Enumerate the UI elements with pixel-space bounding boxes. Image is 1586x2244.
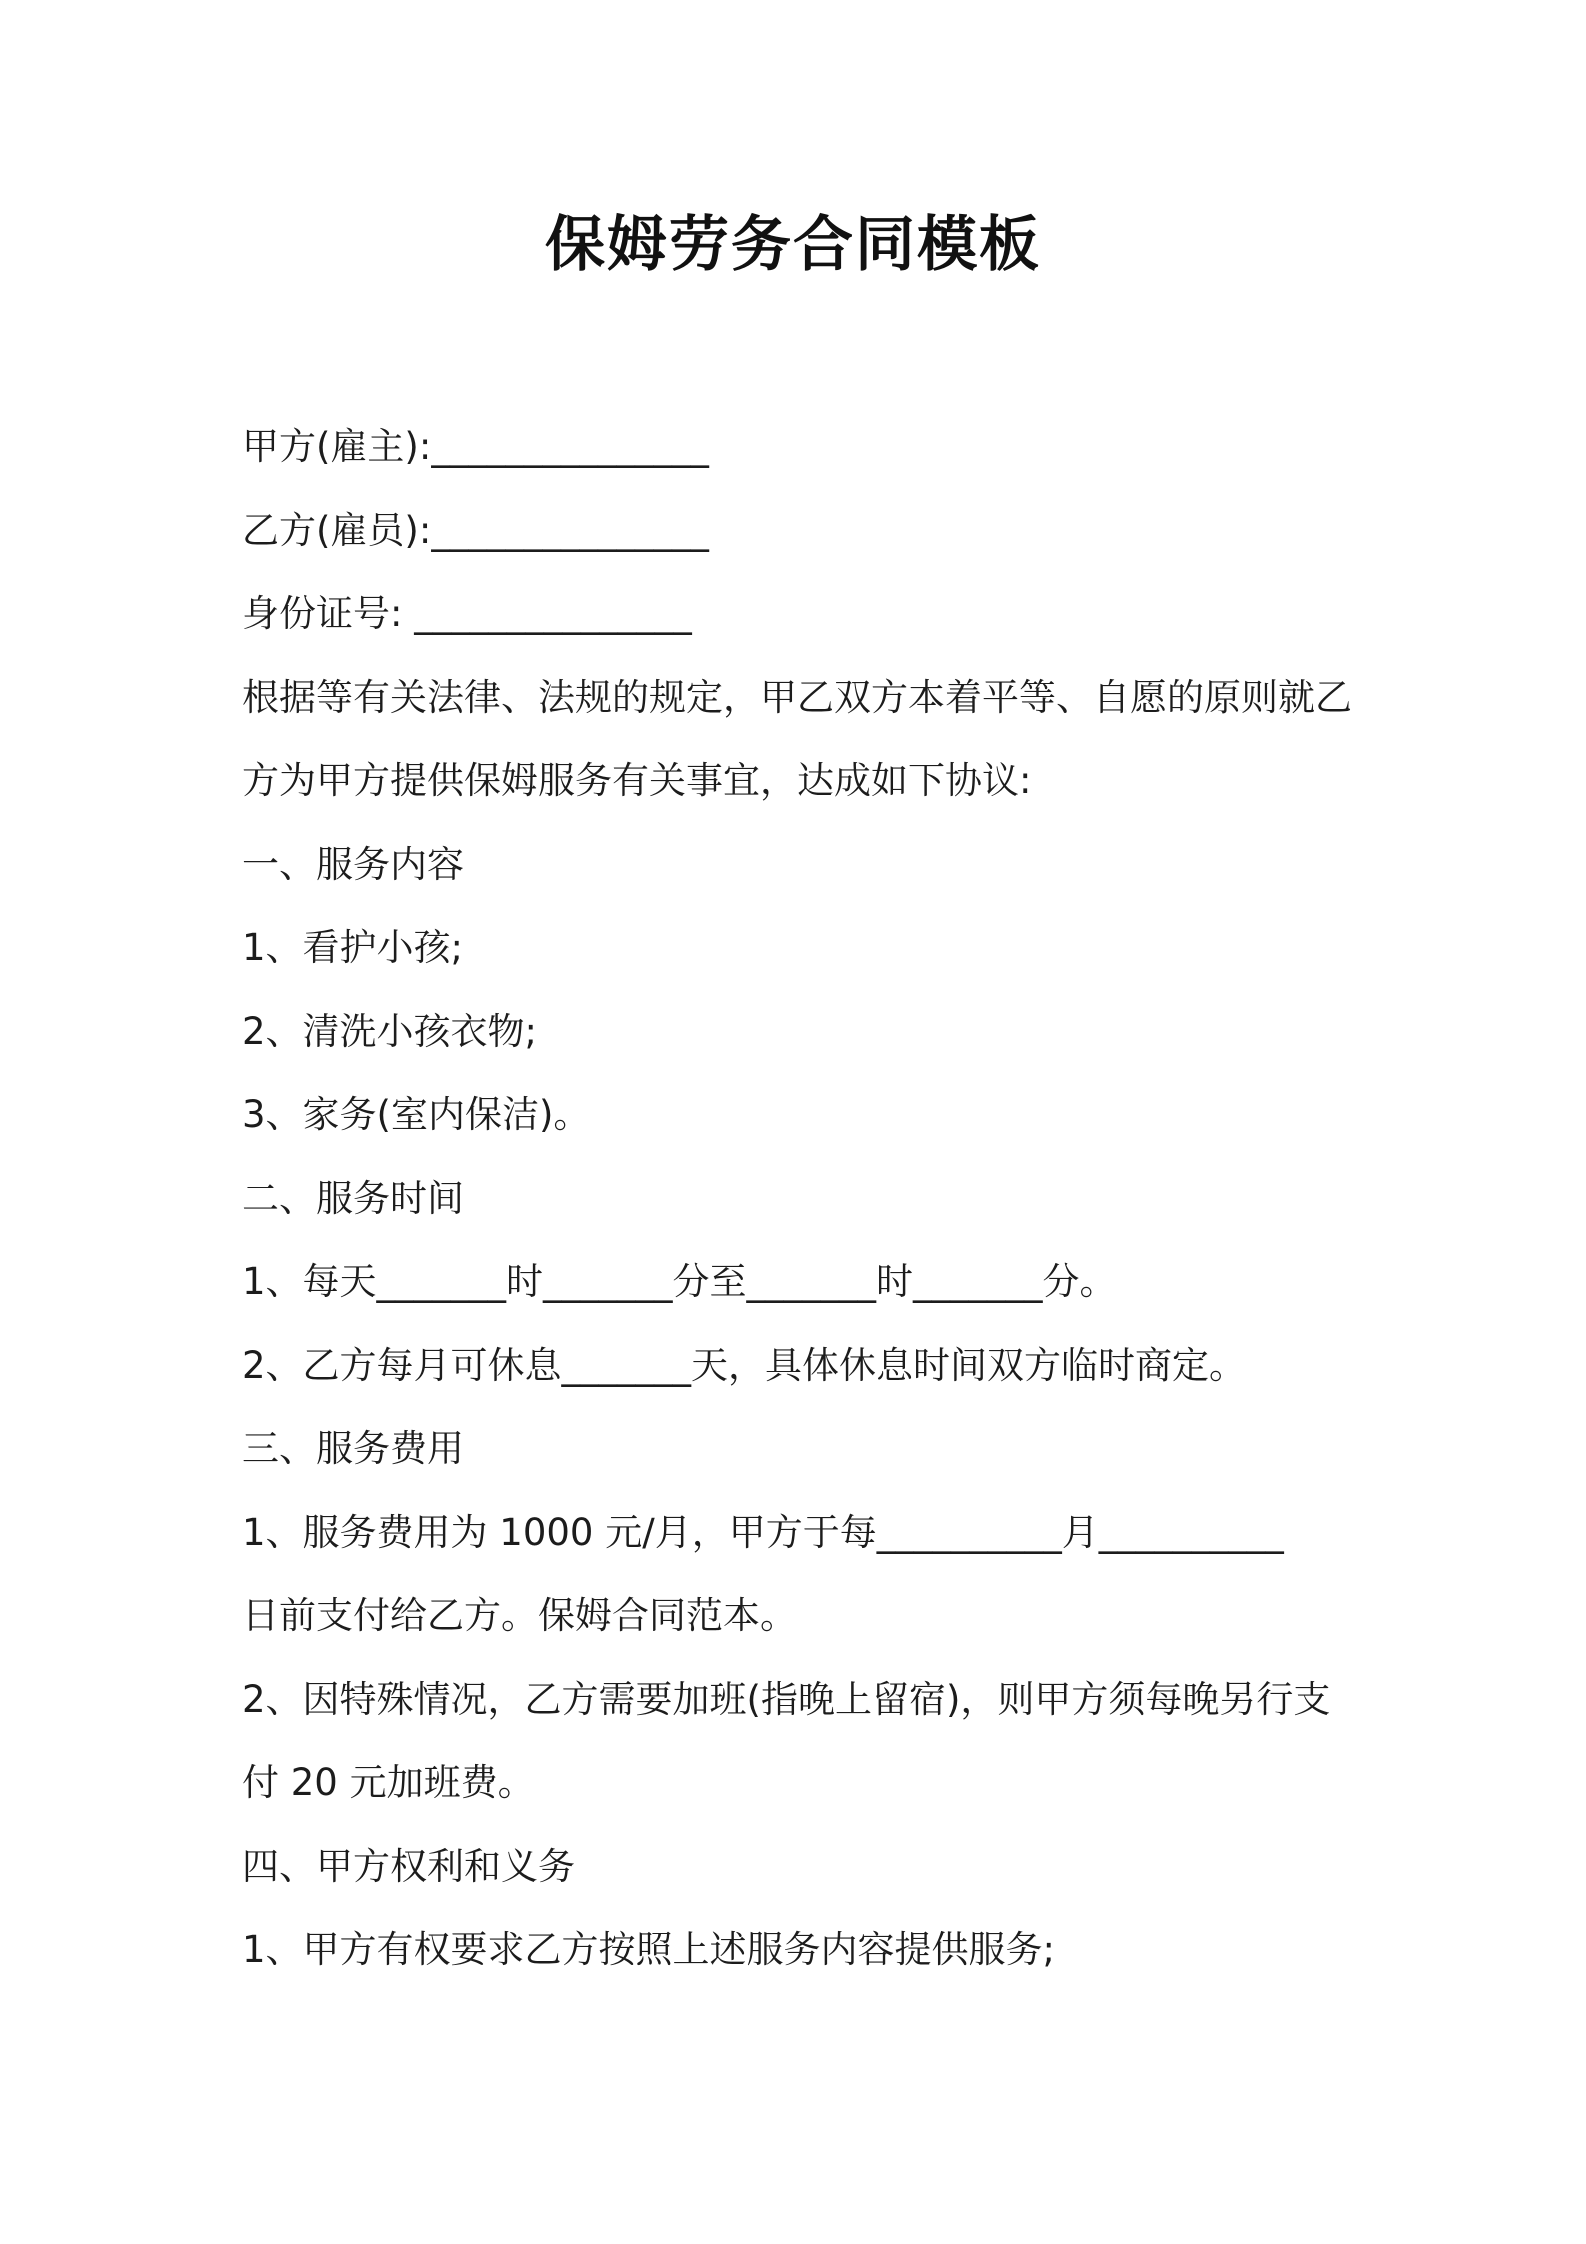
preamble-line-1: 根据等有关法律、法规的规定，甲乙双方本着平等、自愿的原则就乙 <box>242 675 1352 719</box>
fee-item-2-line-1: 2、因特殊情况，乙方需要加班(指晚上留宿)，则甲方须每晚另行支 <box>242 1677 1331 1721</box>
document-body <box>242 405 1362 1992</box>
party-b-line: 乙方(雇员):_______________ <box>242 508 709 552</box>
section-heading-service-fee: 三、服务费用 <box>242 1427 464 1470</box>
party-a-line: 甲方(雇主):_______________ <box>242 425 709 468</box>
fee-item-1-line-2: 日前支付给乙方。保姆合同范本。 <box>242 1594 797 1637</box>
section-heading-service-time: 二、服务时间 <box>242 1176 464 1220</box>
rights-item-1: 1、甲方有权要求乙方按照上述服务内容提供服务; <box>242 1928 1056 1971</box>
fee-item-1-line-1: 1、服务费用为 1000 元/月，甲方于每__________月__________ <box>242 1510 1284 1554</box>
document-title: 保姆劳务合同模板 <box>545 210 1041 280</box>
section-heading-party-a-rights: 四、甲方权利和义务 <box>242 1844 575 1888</box>
service-item-1: 1、看护小孩; <box>242 926 464 969</box>
fee-item-2-line-2: 付 20 元加班费。 <box>242 1761 535 1804</box>
time-item-2: 2、乙方每月可休息_______天，具体休息时间双方临时商定。 <box>242 1343 1247 1387</box>
section-heading-service-content: 一、服务内容 <box>242 842 464 886</box>
time-item-1: 1、每天_______时_______分至_______时_______分。 <box>242 1260 1117 1303</box>
preamble-line-2: 方为甲方提供保姆服务有关事宜，达成如下协议: <box>242 759 1032 802</box>
id-number-line: 身份证号: _______________ <box>242 592 692 635</box>
service-item-2: 2、清洗小孩衣物; <box>242 1009 538 1053</box>
service-item-3: 3、家务(室内保洁)。 <box>242 1093 591 1136</box>
